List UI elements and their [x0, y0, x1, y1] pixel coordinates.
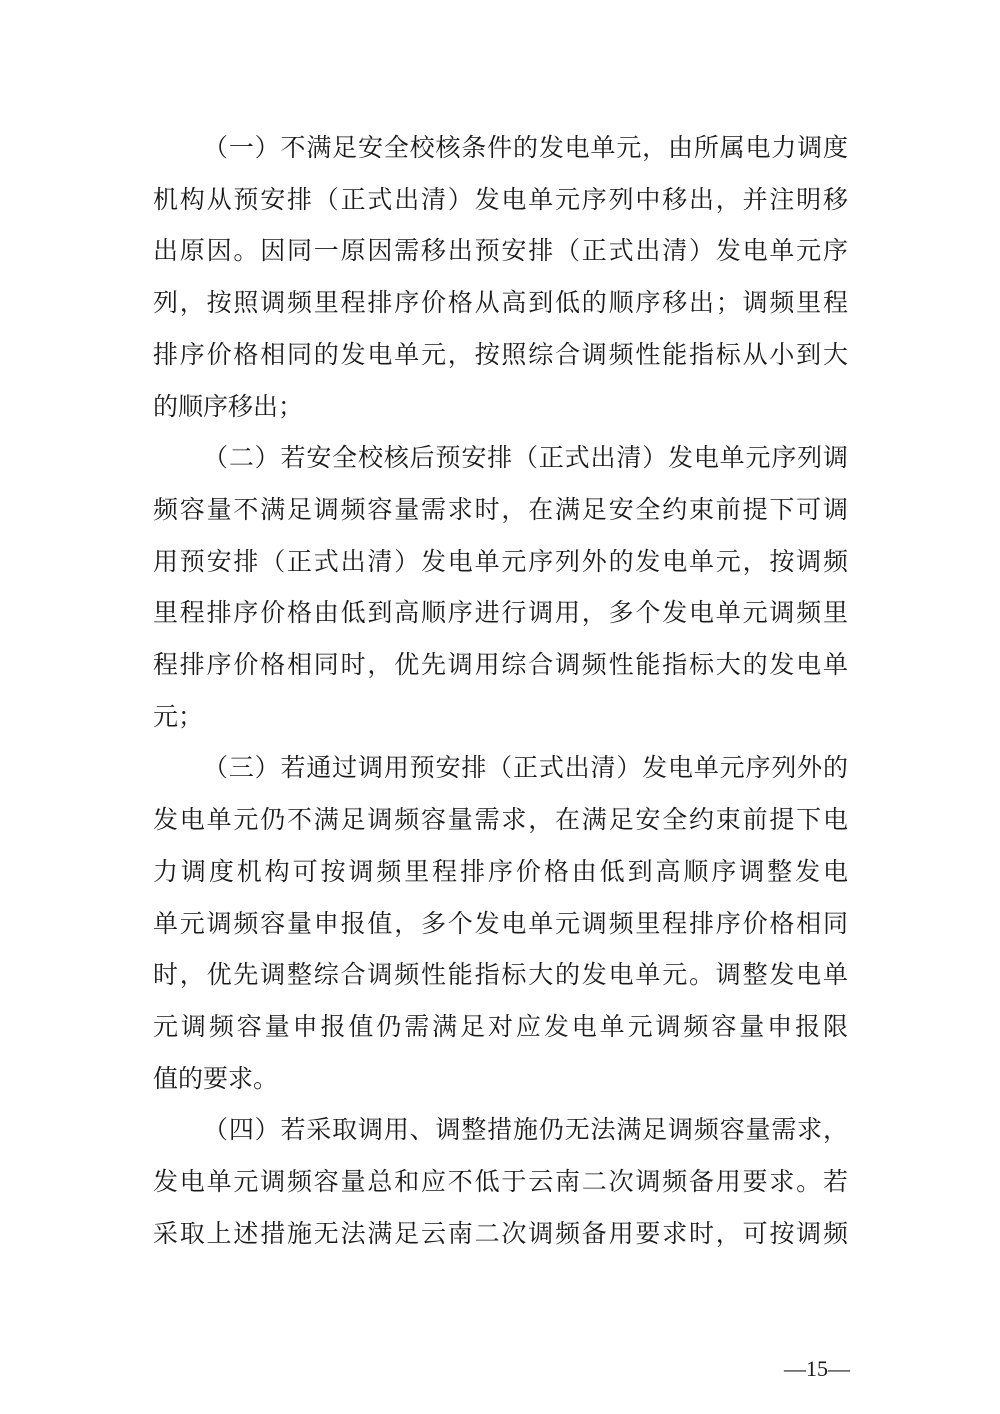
paragraph-line: （四）若采取调用、调整措施仍无法满足调频容量需求， — [203, 1115, 848, 1145]
paragraph-line: 元； — [153, 701, 204, 731]
paragraph-line: 机构从预安排（正式出清）发电单元序列中移出，并注明移 — [153, 184, 848, 214]
paragraph-line: 列，按照调频里程排序价格从高到低的顺序移出；调频里程 — [153, 288, 848, 318]
paragraph-line: 频容量不满足调频容量需求时，在满足安全约束前提下可调 — [153, 494, 848, 524]
paragraph-line: 力调度机构可按调频里程排序价格由低到高顺序调整发电 — [153, 856, 848, 886]
paragraph-2 — [153, 432, 848, 742]
paragraph-line: 的顺序移出； — [153, 391, 304, 421]
paragraph-1 — [153, 122, 848, 432]
paragraph-line: 采取上述措施无法满足云南二次调频备用要求时，可按调频 — [153, 1218, 848, 1248]
paragraph-line: 出原因。因同一原因需移出预安排（正式出清）发电单元序 — [153, 236, 848, 266]
paragraph-line: 元调频容量申报值仍需满足对应发电单元调频容量申报限 — [153, 1011, 848, 1041]
paragraph-3 — [153, 742, 848, 1104]
paragraph-line: 发电单元调频容量总和应不低于云南二次调频备用要求。若 — [153, 1167, 848, 1197]
paragraph-line: 排序价格相同的发电单元，按照综合调频性能指标从小到大 — [153, 339, 848, 369]
paragraph-line: 程排序价格相同时，优先调用综合调频性能指标大的发电单 — [153, 650, 848, 680]
paragraph-line: 单元调频容量申报值，多个发电单元调频里程排序价格相同 — [153, 908, 848, 938]
page-number: —15— — [784, 1356, 850, 1381]
paragraph-line: 用预安排（正式出清）发电单元序列外的发电单元，按调频 — [153, 546, 848, 576]
body-text — [153, 122, 848, 1259]
paragraph-line: 值的要求。 — [153, 1063, 279, 1093]
paragraph-line: 里程排序价格由低到高顺序进行调用，多个发电单元调频里 — [153, 598, 848, 628]
paragraph-line: （二）若安全校核后预安排（正式出清）发电单元序列调 — [203, 443, 848, 473]
paragraph-line: 发电单元仍不满足调频容量需求，在满足安全约束前提下电 — [153, 805, 848, 835]
paragraph-4 — [153, 1104, 848, 1259]
paragraph-line: 时，优先调整综合调频性能指标大的发电单元。调整发电单 — [153, 960, 848, 990]
paragraph-line: （一）不满足安全校核条件的发电单元，由所属电力调度 — [203, 133, 848, 162]
paragraph-line: （三）若通过调用预安排（正式出清）发电单元序列外的 — [203, 753, 848, 783]
